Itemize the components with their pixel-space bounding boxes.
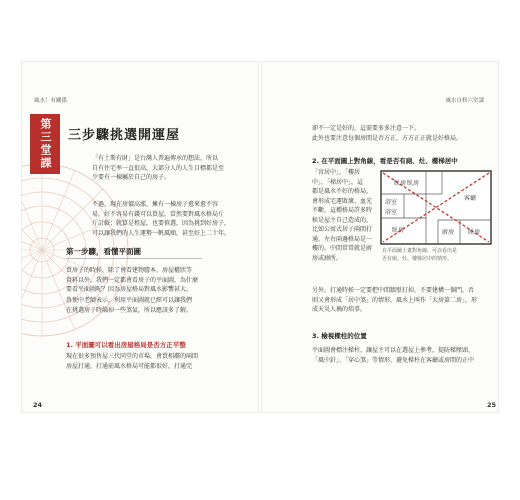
room-label: 客廳 [464, 195, 477, 202]
subheading-3: 3. 檢視樑柱的位置 [312, 332, 367, 340]
room-label: 臥房 [392, 227, 405, 234]
book-gutter [258, 62, 262, 412]
right-paragraph-2: 「宮居中」，「樓居 中」，「梯居中」，這 都是風水不好的格局， 會形成宅運敗壞、血光 不斷，這種格局許多時 候是屋主自己造成的， 比如公寓式居子兩間打 通，左右兩邊格局是一 樓的，中間常常就是廚 房或廁所。 [312, 169, 373, 262]
room-label: 浴室 [385, 199, 398, 206]
body-paragraph-2: 魯便中老師表示，利用平面圖就已經可以讓我們 在挑選房子時篩掉一些煞氣，所以應該多了解。 [66, 297, 193, 314]
chapter-tab-label: 第三堂課 [39, 118, 52, 170]
section-divider [66, 258, 202, 259]
chapter-title: 三步驟挑選開運屋 [68, 128, 181, 143]
body-paragraph-1: 買房子的時候，除了會看建物謄本、房屋權狀等 資料以外，我們一定都會看房子的平面圖，為什麼 要看平面圖呢？因為房屋格局對風水影響甚大。 [66, 267, 199, 293]
subheading-1: 1. 平面圖可以看出房屋格局是否方正平整 [66, 341, 186, 349]
room-label: 臥房 [468, 229, 481, 236]
room-label: 臥房 [394, 180, 407, 187]
right-running-head: 風水自修六堂課 [445, 98, 484, 104]
right-paragraph-3: 另外，打通時候一定要把中間牆壁打掉，不要建構一個門，否 則又會形成「居中煞」的情形，風水上叫作「大房第二房」，形 成天災人禍的煩事。 [312, 287, 478, 313]
left-running-head: 風水！有關係 [34, 98, 68, 104]
floor-plan-figure [380, 170, 492, 245]
right-paragraph-1: 卻不一定是好的，這需要多多注意一下。 此外也要注意每個房間是否方正，方方正正就是好格局。 [312, 125, 463, 142]
chapter-tab [30, 114, 60, 174]
section-heading: 第一步驟，看懂平面圖 [66, 247, 141, 256]
figure-caption: 在平面圖上畫對角線，可以看出是 否有廁、灶、樓梯居中的情形。 [382, 248, 458, 262]
right-paragraph-4: 平面圖會標注樑柱，讓屋主可以在選屋上參考，提防樑壓頭、 「風中針」、「穿心煞」等情形，避免樑柱在客廳或房間的正中 [312, 347, 475, 364]
room-label: 浴室 [385, 209, 398, 216]
left-page-number: 24 [33, 401, 43, 409]
subheading-2: 2. 在平面圖上對角線，看是否有廁、灶、樓梯居中 [312, 157, 458, 165]
intro-paragraph-1: 「有土斯有財」是台灣人普遍傳承的想法，所以 自有住宅率一直很高，大部分人的人生目標都是至 少要有一棟屬於自己的房子。 [92, 155, 225, 181]
body-paragraph-3: 現在很多預售屋三代同堂的市場，會買相鄰的兩間 房屋打通，打通前風水格局可能都很好，打通完 [66, 353, 199, 370]
room-label: 廚房 [442, 229, 455, 236]
right-page-number: 25 [487, 401, 497, 409]
intro-paragraph-2: 不過，現在房價高漲，擁有一棟房子愈來愈不容 易，好不容易有錢可以買屋，當然要對風水格局斤 斤計較；就算是租屋，也要慎選，因為挑到好房子， 可以讓我們的人生運勢一帆風順，甚至好上二十年。 [92, 201, 231, 237]
room-label: 臥房 [407, 180, 420, 187]
